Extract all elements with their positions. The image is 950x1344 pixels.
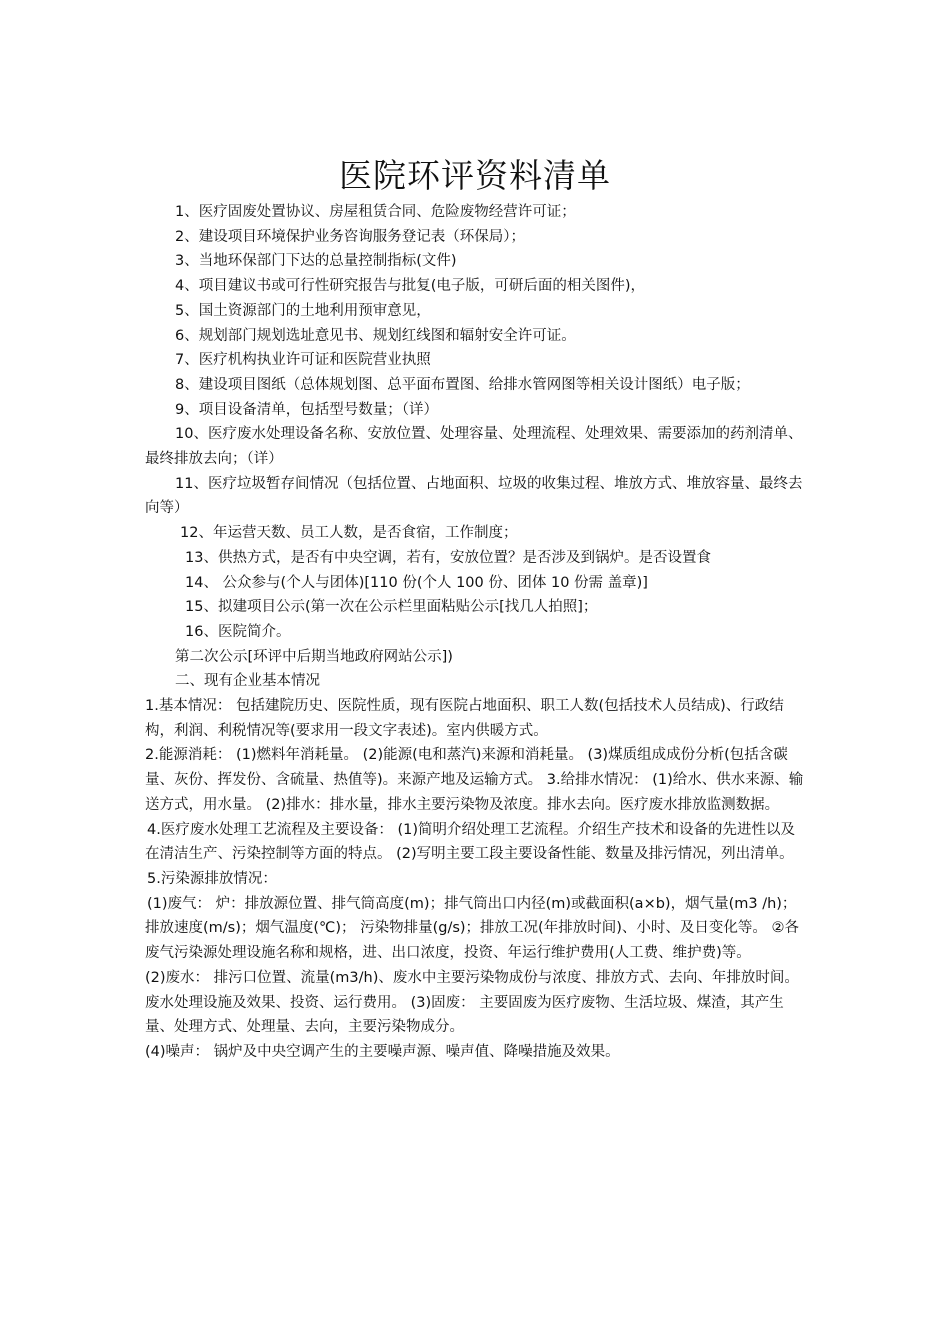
list-item-12: 12、年运营天数、员工人数，是否食宿，工作制度； (180, 525, 518, 542)
paragraph-basic-info: 1.基本情况： 包括建院历史、医院性质，现有医院占地面积、职工人数(包括技术人员结成)、行政结构，利润、利税情况等(要求用一段文字表述)。室内供暖方式。 (145, 698, 784, 739)
list-item-6: 6、规划部门规划选址意见书、规划红线图和辐射安全许可证。 (175, 327, 576, 344)
list-item-2: 2、建设项目环境保护业务咨询服务登记表（环保局）； (175, 228, 525, 245)
list-item-8: 8、建设项目图纸（总体规划图、总平面布置图、给排水管网图等相关设计图纸）电子版； (175, 376, 750, 393)
list-item-13: 13、供热方式，是否有中央空调，若有，安放位置？是否涉及到锅炉。是否设置食 (185, 549, 711, 566)
paragraph-wastewater-process: 4.医疗废水处理工艺流程及主要设备： (1)简明介绍处理工艺流程。介绍生产技术和设备的先进性以及在清洁生产、污染控制等方面的特点。 (2)写明主要工段主要设备性能、数量及排污情况，列出清单。 (145, 821, 795, 863)
section-heading: 二、现有企业基本情况 (175, 673, 320, 690)
list-item-9: 9、项目设备清单，包括型号数量；（详） (175, 401, 438, 418)
list-item-16: 16、医院简介。 (185, 623, 291, 640)
paragraph-noise: (4)噪声： 锅炉及中央空调产生的主要噪声源、噪声值、降噪措施及效果。 (145, 1043, 620, 1060)
list-item-4: 4、项目建议书或可行性研究报告与批复(电子版，可研后面的相关图件)， (175, 278, 646, 295)
list-item-15: 15、拟建项目公示(第一次在公示栏里面粘贴公示[找几人拍照]； (185, 599, 598, 616)
paragraph-wastewater: (2)废水： 排污口位置、流量(m3/h)、废水中主要污染物成份与浓度、排放方式、去向、年排放时间。废水处理设施及效果、投资、运行费用。 (3)固废： 主要固废为医疗废物、生活垃圾、煤渣，其产生量、处理方式、处理量、去向，主要污染物成分。 (145, 969, 799, 1036)
paragraph-energy: 2.能源消耗： (1)燃料年消耗量。 (2)能源(电和蒸汽)来源和消耗量。 (3)煤质组成成份分析(包括含碳量、灰份、挥发份、含硫量、热值等)。来源产地及运输方式。 3.给排水情况： (1)给水、供水来源、输送方式，用水量。 (2)排水：排水量，排水主要污染物及浓度。排水去向。医疗废水排放监测数据。 (145, 747, 804, 813)
list-item-3: 3、当地环保部门下达的总量控制指标(文件) (175, 253, 457, 270)
list-item-14: 14、 公众参与(个人与团体)[110 份(个人 100 份、团体 10 份需 盖章)] (185, 574, 648, 591)
document-title: 医院环评资料清单 (339, 156, 611, 195)
second-notice: 第二次公示[环评中后期当地政府网站公示]) (175, 648, 453, 665)
list-item-5: 5、国土资源部门的土地利用预审意见， (175, 302, 431, 319)
paragraph-exhaust: (1)废气： 炉：排放源位置、排气筒高度(m)；排气筒出口内径(m)或截面积(a×b)，烟气量(m3 /h)；排放速度(m/s)；烟气温度(℃)； 污染物排量(g/s)；排放工况(年排放时间)、小时、及日变化等。 ②各废气污染源处理设施名称和规格，进、出口浓度，投资、年运行维护费用(人工费、维护费)等。 (145, 895, 799, 962)
list-item-7: 7、医疗机构执业许可证和医院营业执照 (175, 352, 431, 369)
paragraph-pollution-heading: 5.污染源排放情况： (147, 870, 277, 887)
list-item-1: 1、医疗固废处置协议、房屋租赁合同、危险废物经营许可证； (175, 204, 576, 220)
document-body (145, 200, 805, 1065)
list-item-10: 10、医疗废水处理设备名称、安放位置、处理容量、处理流程、处理效果、需要添加的药剂清单、最终排放去向；（详） (145, 426, 803, 468)
list-item-11: 11、医疗垃圾暂存间情况（包括位置、占地面积、垃圾的收集过程、堆放方式、堆放容量、最终去向等） (145, 475, 803, 517)
